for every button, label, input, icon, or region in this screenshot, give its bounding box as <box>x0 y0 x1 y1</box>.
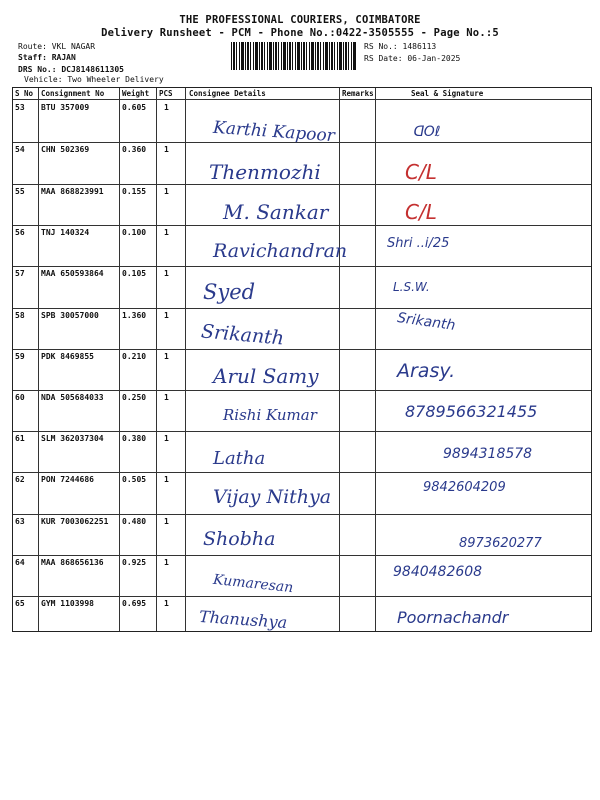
col-weight-header: Weight <box>122 89 150 98</box>
consignee-signature: Thanushya <box>198 606 288 633</box>
seal-signature: 9840482608 <box>393 564 483 580</box>
row-consignment: BTU 357009 <box>41 103 90 112</box>
col-consignment-header: Consignment No <box>41 89 105 98</box>
row-sno: 55 <box>15 187 25 196</box>
seal-signature: 8789566321455 <box>405 402 538 421</box>
row-pcs: 1 <box>164 269 169 278</box>
row-consignment: MAA 650593864 <box>41 269 104 278</box>
row-sno: 59 <box>15 352 25 361</box>
drs-number: DRS No.: DCJ8148611305 <box>18 65 124 74</box>
seal-signature: 8973620277 <box>459 536 542 551</box>
row-sno: 65 <box>15 599 25 608</box>
row-pcs: 1 <box>164 599 169 608</box>
rs-date: RS Date: 06-Jan-2025 <box>364 54 461 63</box>
runsheet-table <box>12 87 592 632</box>
row-pcs: 1 <box>164 103 169 112</box>
row-weight: 0.925 <box>122 558 147 567</box>
vehicle-label: Vehicle: Two Wheeler Delivery <box>24 75 164 84</box>
row-pcs: 1 <box>164 228 169 237</box>
col-consignee-header: Consignee Details <box>189 89 266 98</box>
consignee-signature: Ravichandran <box>213 240 348 262</box>
row-pcs: 1 <box>164 187 169 196</box>
row-weight: 0.100 <box>122 228 147 237</box>
seal-signature: Poornachandr <box>397 608 509 627</box>
row-consignment: PON 7244686 <box>41 475 94 484</box>
seal-signature: 9894318578 <box>443 446 533 462</box>
row-consignment: KUR 7003062251 <box>41 517 109 526</box>
seal-signature: Arasy. <box>397 360 456 382</box>
row-weight: 1.360 <box>122 311 147 320</box>
row-pcs: 1 <box>164 475 169 484</box>
row-consignment: NDA 505684033 <box>41 393 104 402</box>
row-weight: 0.360 <box>122 145 147 154</box>
row-consignment: TNJ 140324 <box>41 228 90 237</box>
staff-label: Staff: RAJAN <box>18 53 76 62</box>
seal-signature: C/L <box>405 200 437 224</box>
row-sno: 61 <box>15 434 25 443</box>
row-consignment: SLM 362037304 <box>41 434 104 443</box>
row-consignment: GYM 1103998 <box>41 599 94 608</box>
col-seal-header: Seal & Signature <box>411 89 484 98</box>
seal-signature: Srikanth <box>396 310 457 334</box>
row-weight: 0.380 <box>122 434 147 443</box>
row-sno: 53 <box>15 103 25 112</box>
row-sno: 57 <box>15 269 25 278</box>
row-weight: 0.605 <box>122 103 147 112</box>
row-sno: 63 <box>15 517 25 526</box>
seal-signature: ᗡOℓ <box>413 124 441 140</box>
row-pcs: 1 <box>164 393 169 402</box>
row-weight: 0.695 <box>122 599 147 608</box>
row-consignment: MAA 868656136 <box>41 558 104 567</box>
barcode <box>231 42 357 70</box>
consignee-signature: Latha <box>213 448 266 469</box>
consignee-signature: Kumaresan <box>212 571 294 597</box>
row-consignment: CHN 502369 <box>41 145 90 154</box>
row-sno: 60 <box>15 393 25 402</box>
row-pcs: 1 <box>164 311 169 320</box>
row-pcs: 1 <box>164 558 169 567</box>
col-pcs-header: PCS <box>159 89 173 98</box>
consignee-signature: Rishi Kumar <box>223 406 317 424</box>
runsheet-subtitle: Delivery Runsheet - PCM - Phone No.:0422-3505555 - Page No.:5 <box>101 27 499 39</box>
route-label: Route: VKL NAGAR <box>18 42 96 51</box>
company-title: THE PROFESSIONAL COURIERS, COIMBATORE <box>179 14 421 26</box>
row-weight: 0.105 <box>122 269 147 278</box>
row-weight: 0.505 <box>122 475 147 484</box>
row-sno: 58 <box>15 311 25 320</box>
consignee-signature: M. Sankar <box>223 200 329 224</box>
consignee-signature: Thenmozhi <box>209 160 321 184</box>
row-weight: 0.480 <box>122 517 147 526</box>
row-sno: 62 <box>15 475 25 484</box>
consignee-signature: Syed <box>203 280 256 304</box>
row-pcs: 1 <box>164 145 169 154</box>
consignee-signature: Srikanth <box>200 320 285 350</box>
col-remarks-header: Remarks <box>342 89 374 98</box>
consignee-signature: Arul Samy <box>213 364 319 388</box>
row-pcs: 1 <box>164 434 169 443</box>
consignee-signature: Karthi Kapoor <box>212 117 336 147</box>
row-sno: 64 <box>15 558 25 567</box>
row-pcs: 1 <box>164 352 169 361</box>
row-consignment: MAA 868823991 <box>41 187 104 196</box>
col-sno-header: S No <box>15 89 34 98</box>
row-weight: 0.155 <box>122 187 147 196</box>
row-consignment: PDK 8469855 <box>41 352 94 361</box>
consignee-signature: Vijay Nithya <box>213 486 332 508</box>
seal-signature: C/L <box>405 160 437 184</box>
row-weight: 0.250 <box>122 393 147 402</box>
row-sno: 54 <box>15 145 25 154</box>
row-consignment: SPB 30057000 <box>41 311 99 320</box>
row-sno: 56 <box>15 228 25 237</box>
seal-signature: 9842604209 <box>423 480 506 495</box>
row-weight: 0.210 <box>122 352 147 361</box>
row-pcs: 1 <box>164 517 169 526</box>
seal-signature: L.S.W. <box>393 280 430 294</box>
rs-number: RS No.: 1486113 <box>364 42 437 51</box>
seal-signature: Shri ..i/25 <box>387 236 450 251</box>
consignee-signature: Shobha <box>203 528 276 550</box>
